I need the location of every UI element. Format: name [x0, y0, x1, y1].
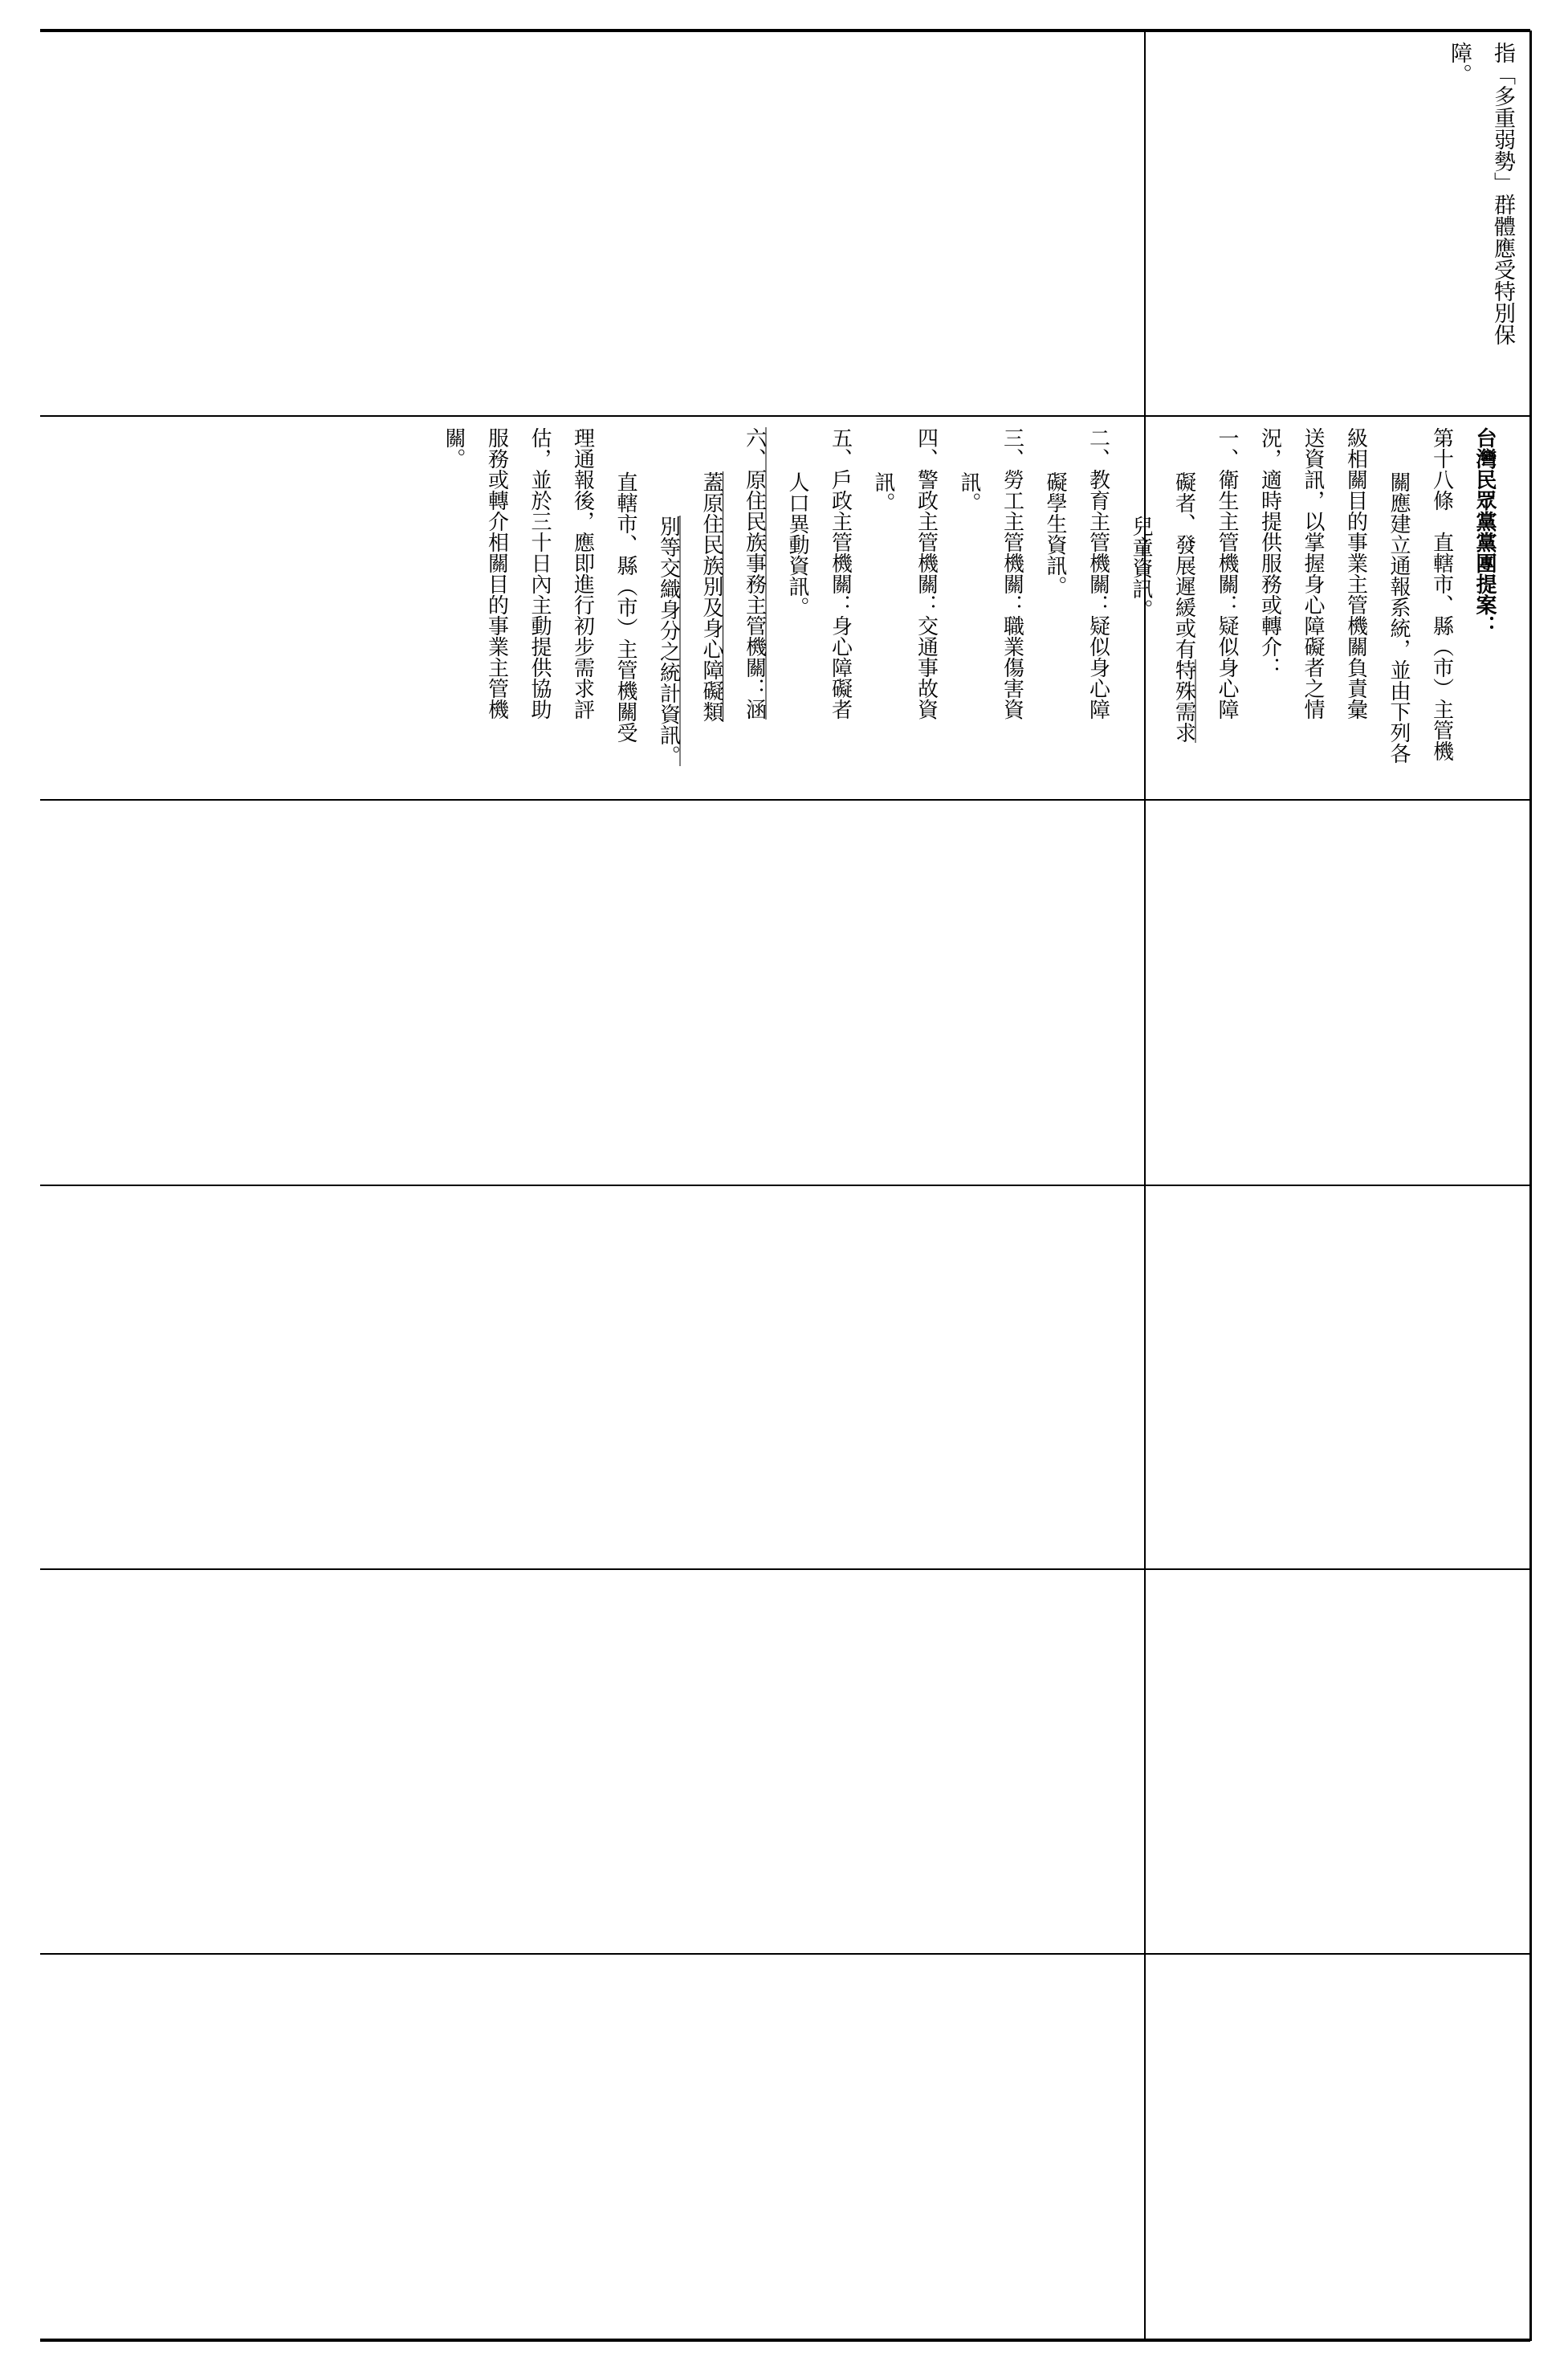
row-divider-2-right: [1144, 799, 1530, 801]
table-top-border: [40, 29, 1530, 32]
underlined-line: 別等交織身分之統計資訊。: [656, 516, 681, 766]
text-line: 人口異動資訊。: [785, 471, 809, 618]
text-line: [1162, 427, 1205, 766]
text-line: 訊。: [871, 471, 895, 513]
row-divider-2: [40, 799, 1144, 801]
right-top-cell: [1437, 42, 1524, 345]
underlined-fragment: 特殊需求: [1171, 659, 1196, 743]
text-line: 五、戶政主管機關：身心障礙者: [828, 427, 853, 720]
right-middle-cell-text: [432, 427, 1506, 766]
proposal-heading: 台灣民眾黨黨團提案：: [1472, 427, 1497, 636]
underlined-line: 六、原住民族事務主管機關：涵: [742, 427, 767, 720]
text-line: 兒童資訊。: [1129, 516, 1153, 620]
row-divider-4: [40, 1568, 1144, 1570]
text-line: 三、勞工主管機關：職業傷害資: [1000, 427, 1024, 720]
text-line: 一、衛生主管機關：疑似身心障: [1215, 427, 1239, 720]
text-line: 四、警政主管機關：交通事故資: [914, 427, 939, 720]
text-line: 估，並於三十日內主動提供協助: [527, 427, 552, 720]
text-line: 訊。: [957, 471, 981, 513]
row-divider-5-right: [1144, 1953, 1530, 1955]
row-divider-1: [40, 415, 1144, 417]
row-divider-3: [40, 1185, 1144, 1186]
text-line: 服務或轉介相關目的事業主管機: [484, 427, 509, 720]
text-line: 關。: [442, 427, 466, 469]
underlined-line: 蓋原住民族別及身心障礙類: [699, 471, 723, 722]
table-bottom-border: [40, 2339, 1530, 2342]
text-line: 二、教育主管機關：疑似身心障: [1085, 427, 1110, 720]
text-line: 礙學生資訊。: [1043, 471, 1067, 597]
text-line: 關應建立通報系統，並由下列各: [1387, 471, 1411, 764]
text-line: 直轄市、縣（市）主管機關受: [613, 471, 637, 743]
text-line: 理通報後，應即進行初步需求評: [570, 427, 595, 720]
text-line: 況，適時提供服務或轉介：: [1257, 427, 1282, 678]
text-line: 指「多重弱勢」群體應受特別保: [1490, 42, 1515, 345]
text-line: 第十八條 直轄市、縣（市）主管機: [1429, 427, 1454, 761]
text-line: 級相關目的事業主管機關負責彙: [1343, 427, 1368, 720]
text-line: 障。: [1447, 42, 1472, 85]
row-divider-1-right: [1144, 415, 1530, 417]
text-line: 送資訊，以掌握身心障礙者之情: [1301, 427, 1325, 720]
text-fragment: 礙者、發展遲緩或有: [1171, 471, 1196, 659]
row-divider-3-right: [1144, 1185, 1530, 1186]
row-divider-5: [40, 1953, 1144, 1955]
row-divider-4-right: [1144, 1568, 1530, 1570]
